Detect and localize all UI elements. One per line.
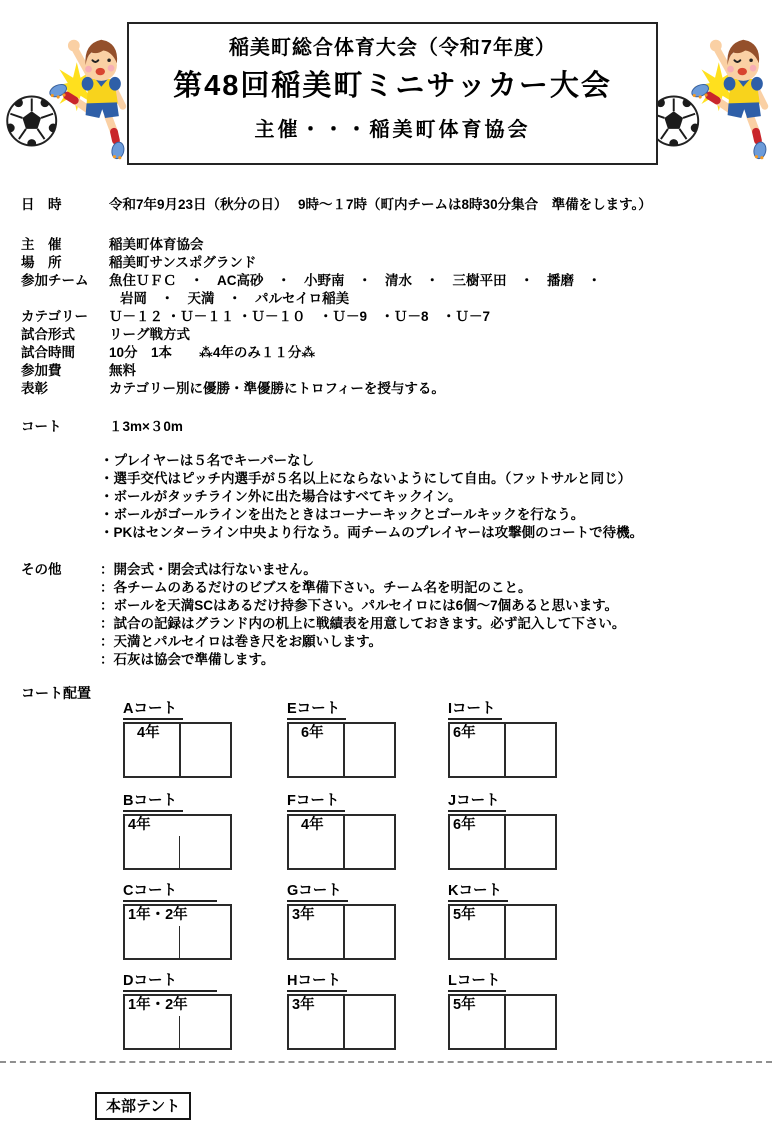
court-box xyxy=(287,722,396,778)
court-name: Dコート xyxy=(123,973,217,992)
other-label: その他 xyxy=(21,562,62,577)
court-grade: 4年 xyxy=(301,817,324,833)
info-value: カテゴリー別に優勝・準優勝にトロフィーを授与する。 xyxy=(109,381,445,396)
court-name: Iコート xyxy=(448,701,502,720)
court-box xyxy=(448,904,557,960)
court-grade: 3年 xyxy=(292,997,315,1013)
court-K xyxy=(448,882,557,960)
court-name: Cコート xyxy=(123,883,217,902)
info-label: 場 所 xyxy=(21,255,62,270)
info-row-datetime xyxy=(21,196,769,214)
rule-item: ・ボールがゴールラインを出たときはコーナーキックとゴールキックを行なう。 xyxy=(100,507,585,522)
other-notes xyxy=(21,561,625,669)
hq-tent-box: 本部テント xyxy=(95,1092,191,1120)
court-grade: 5年 xyxy=(453,907,476,923)
court-grade: 3年 xyxy=(292,907,315,923)
info-row-teams-cont: 岩岡 ・ 天満 ・ パルセイロ稲美 xyxy=(120,291,350,306)
court-box xyxy=(123,994,232,1050)
info-row-host xyxy=(21,236,769,254)
court-divider xyxy=(179,1016,180,1048)
court-divider xyxy=(504,724,506,776)
other-item: ：開会式・閉会式は行ないません。 xyxy=(100,562,317,577)
info-block xyxy=(21,196,769,436)
court-J xyxy=(448,792,557,870)
info-label: 参加チーム xyxy=(21,273,89,288)
info-row-categories xyxy=(21,308,769,326)
court-grade: 1年・2年 xyxy=(128,907,188,923)
other-lines xyxy=(100,561,625,669)
other-item: ：各チームのあるだけのビブスを準備下さい。チーム名を明記のこと。 xyxy=(100,580,532,595)
info-label: 参加費 xyxy=(21,363,62,378)
court-name: Hコート xyxy=(287,973,347,992)
court-box xyxy=(123,904,232,960)
info-row-fee xyxy=(21,362,769,380)
info-label: 試合形式 xyxy=(21,327,75,342)
info-label: 表彰 xyxy=(21,381,48,396)
info-row-venue xyxy=(21,254,769,272)
court-divider xyxy=(504,906,506,958)
court-G xyxy=(287,882,396,960)
info-label: 日 時 xyxy=(21,197,62,212)
court-divider xyxy=(179,926,180,958)
soccer-boy-clipart-right xyxy=(644,26,772,168)
court-name: Bコート xyxy=(123,793,183,812)
court-divider xyxy=(343,906,345,958)
court-box xyxy=(448,722,557,778)
court-C xyxy=(123,882,232,960)
court-B xyxy=(123,792,232,870)
court-name: Fコート xyxy=(287,793,345,812)
court-divider xyxy=(504,816,506,868)
court-divider xyxy=(504,996,506,1048)
event-organizer: 主催・・・稲美町体育協会 xyxy=(254,119,531,141)
dashed-separator xyxy=(0,1061,772,1063)
rule-item: ・ボールがタッチライン外に出た場合はすべてキックイン。 xyxy=(100,489,462,504)
court-grade: 1年・2年 xyxy=(128,997,188,1013)
soccer-boy-clipart-left xyxy=(2,26,130,168)
court-D xyxy=(123,972,232,1050)
court-name: Gコート xyxy=(287,883,348,902)
court-grade: 6年 xyxy=(453,725,476,741)
court-divider xyxy=(343,816,345,868)
other-item: ：ボールを天満SCはあるだけ持参下さい。パルセイロには6個～7個あると思います。 xyxy=(100,598,619,613)
info-value: 稲美町体育協会 xyxy=(109,237,204,252)
court-A xyxy=(123,700,232,778)
info-row-teams xyxy=(21,272,769,290)
info-value: １3m×３0m xyxy=(109,419,183,434)
info-value: 令和7年9月23日（秋分の日） 9時～１7時（町内チームは8時30分集合 準備をします。） xyxy=(109,197,652,212)
court-box xyxy=(448,814,557,870)
rule-item: ・選手交代はピッチ内選手が５名以上にならないようにして自由。（フットサルと同じ） xyxy=(100,471,632,486)
court-box xyxy=(123,814,232,870)
soccer-ball-icon xyxy=(6,97,58,148)
court-divider xyxy=(343,996,345,1048)
court-name: Aコート xyxy=(123,701,183,720)
court-E xyxy=(287,700,396,778)
court-F xyxy=(287,792,396,870)
info-row-awards xyxy=(21,380,769,398)
event-title: 第48回稲美町ミニサッカー大会 xyxy=(173,70,612,102)
info-label: 主 催 xyxy=(21,237,62,252)
other-item: ：天満とパルセイロは巻き尺をお願いします。 xyxy=(100,634,383,649)
court-box xyxy=(287,904,396,960)
info-value: リーグ戦方式 xyxy=(109,327,190,342)
title-box xyxy=(127,22,658,165)
court-divider xyxy=(343,724,345,776)
court-name: Kコート xyxy=(448,883,508,902)
info-row-format xyxy=(21,326,769,344)
info-label: カテゴリー xyxy=(21,309,88,324)
court-layout-heading: コート配置 xyxy=(21,685,91,701)
court-grade: 5年 xyxy=(453,997,476,1013)
info-value: 魚住ＵＦＣ ・ AC高砂 ・ 小野南 ・ 清水 ・ 三樹平田 ・ 播磨 ・ xyxy=(109,273,601,288)
court-grade: 6年 xyxy=(301,725,324,741)
boy-figure xyxy=(48,40,125,160)
court-name: Jコート xyxy=(448,793,506,812)
court-box xyxy=(287,994,396,1050)
court-divider xyxy=(179,836,180,868)
court-divider xyxy=(179,724,181,776)
info-label: 試合時間 xyxy=(21,345,75,360)
event-supertitle: 稲美町総合体育大会（令和7年度） xyxy=(228,37,557,59)
court-grade: 4年 xyxy=(137,725,160,741)
rule-item: ・PKはセンターライン中央より行なう。両チームのプレイヤーは攻撃側のコートで待機。 xyxy=(100,525,644,540)
court-I xyxy=(448,700,557,778)
court-grade: 4年 xyxy=(128,817,151,833)
other-item: ：試合の記録はグランド内の机上に戦績表を用意しておきます。必ず記入して下さい。 xyxy=(100,616,626,631)
court-name: Lコート xyxy=(448,973,506,992)
info-row-courtsize xyxy=(21,418,769,436)
court-box xyxy=(287,814,396,870)
other-item: ：石灰は協会で準備します。 xyxy=(100,652,275,667)
info-value: 無料 xyxy=(109,363,136,378)
info-label: コート xyxy=(21,419,62,434)
info-value: 稲美町サンスポグランド xyxy=(109,255,257,270)
court-box xyxy=(123,722,232,778)
court-grade: 6年 xyxy=(453,817,476,833)
court-name: Eコート xyxy=(287,701,346,720)
court-H xyxy=(287,972,396,1050)
court-box xyxy=(448,994,557,1050)
court-L xyxy=(448,972,557,1050)
rule-item: ・プレイヤーは５名でキーパーなし xyxy=(100,453,315,468)
info-row-matchtime xyxy=(21,344,769,362)
rules-list xyxy=(100,452,643,542)
info-value: 10分 1本 ⁂4年のみ１１分⁂ xyxy=(109,345,316,360)
info-value: Ｕ－１２ ・Ｕ－１１ ・Ｕ－１０ ・Ｕ－9 ・Ｕ－8 ・Ｕ－7 xyxy=(109,309,491,324)
